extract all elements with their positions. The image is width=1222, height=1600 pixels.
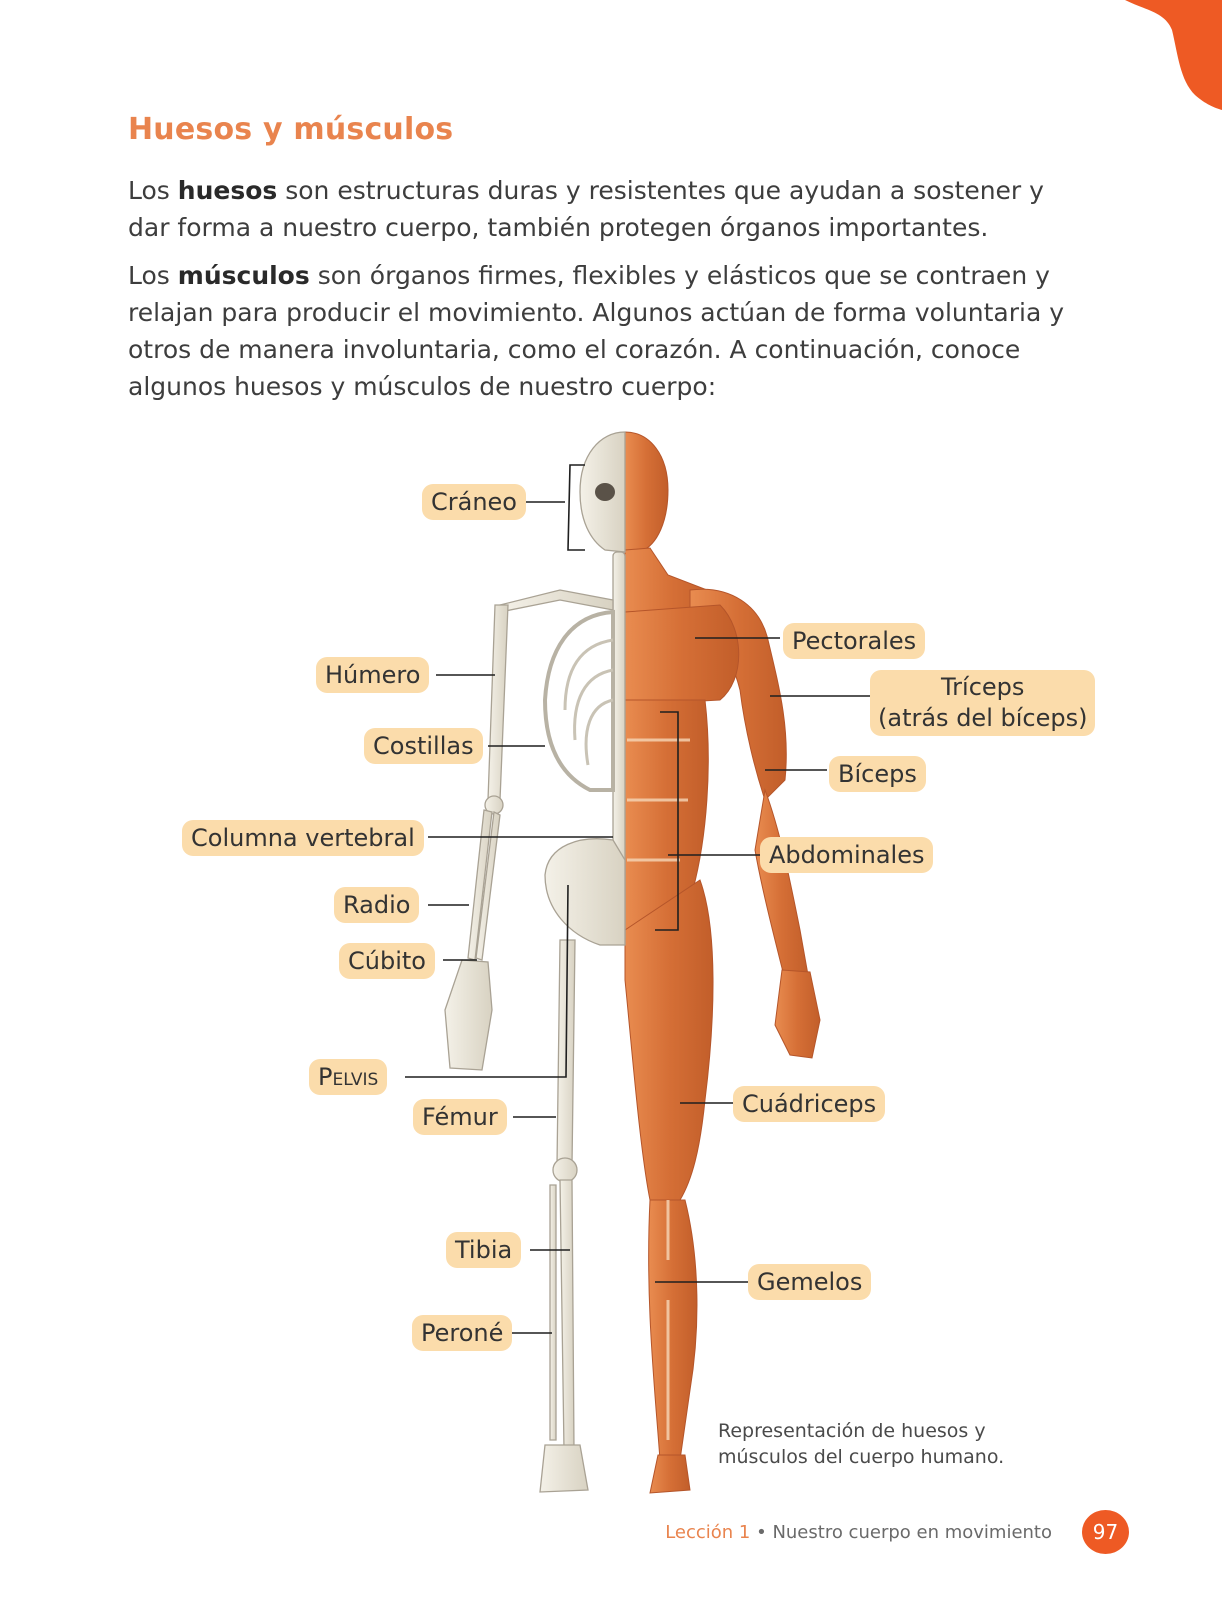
- label-abdominales: Abdominales: [760, 837, 933, 873]
- muscle-half: [625, 432, 820, 1493]
- footer-lesson: [665, 1522, 1052, 1543]
- label-triceps: [870, 670, 1095, 736]
- paragraph-musculos: Los músculos son órganos firmes, flexibles y elásticos que se contraen y relajan para producir el movimiento. Algunos actúan de forma voluntaria y otros de manera involuntaria, como el corazón. A continuación, conoce algunos huesos y músculos de nuestro cuerpo:: [128, 261, 1065, 401]
- label-gemelos: Gemelos: [748, 1264, 871, 1300]
- figure-caption: Representación de huesos y músculos del cuerpo humano.: [718, 1420, 1005, 1468]
- label-tibia: Tibia: [446, 1232, 521, 1268]
- label-craneo: Cráneo: [422, 484, 526, 520]
- label-humero: Húmero: [316, 657, 429, 693]
- label-radio: Radio: [334, 887, 419, 923]
- triceps-name: Tríceps: [941, 673, 1025, 701]
- label-columna-vertebral: Columna vertebral: [182, 820, 424, 856]
- lesson-topic: Nuestro cuerpo en movimiento: [772, 1522, 1052, 1543]
- label-costillas: Costillas: [364, 728, 483, 764]
- paragraph-huesos: Los huesos son estructuras duras y resistentes que ayudan a sostener y dar forma a nuestro cuerpo, también protegen órganos importantes.: [128, 176, 1044, 242]
- section-title: Huesos y músculos: [128, 112, 454, 147]
- label-pelvis: Pelvis: [309, 1059, 387, 1095]
- label-perone: Peroné: [412, 1315, 512, 1351]
- label-femur: Fémur: [413, 1099, 507, 1135]
- page-number-badge: 97: [1082, 1510, 1129, 1554]
- label-cuadriceps: Cuádriceps: [733, 1086, 885, 1122]
- footer-separator: •: [750, 1522, 773, 1543]
- label-biceps: Bíceps: [829, 756, 926, 792]
- triceps-note: (atrás del bíceps): [878, 704, 1088, 732]
- label-pectorales: Pectorales: [783, 623, 925, 659]
- label-cubito: Cúbito: [339, 943, 435, 979]
- lesson-label: Lección 1: [665, 1522, 751, 1543]
